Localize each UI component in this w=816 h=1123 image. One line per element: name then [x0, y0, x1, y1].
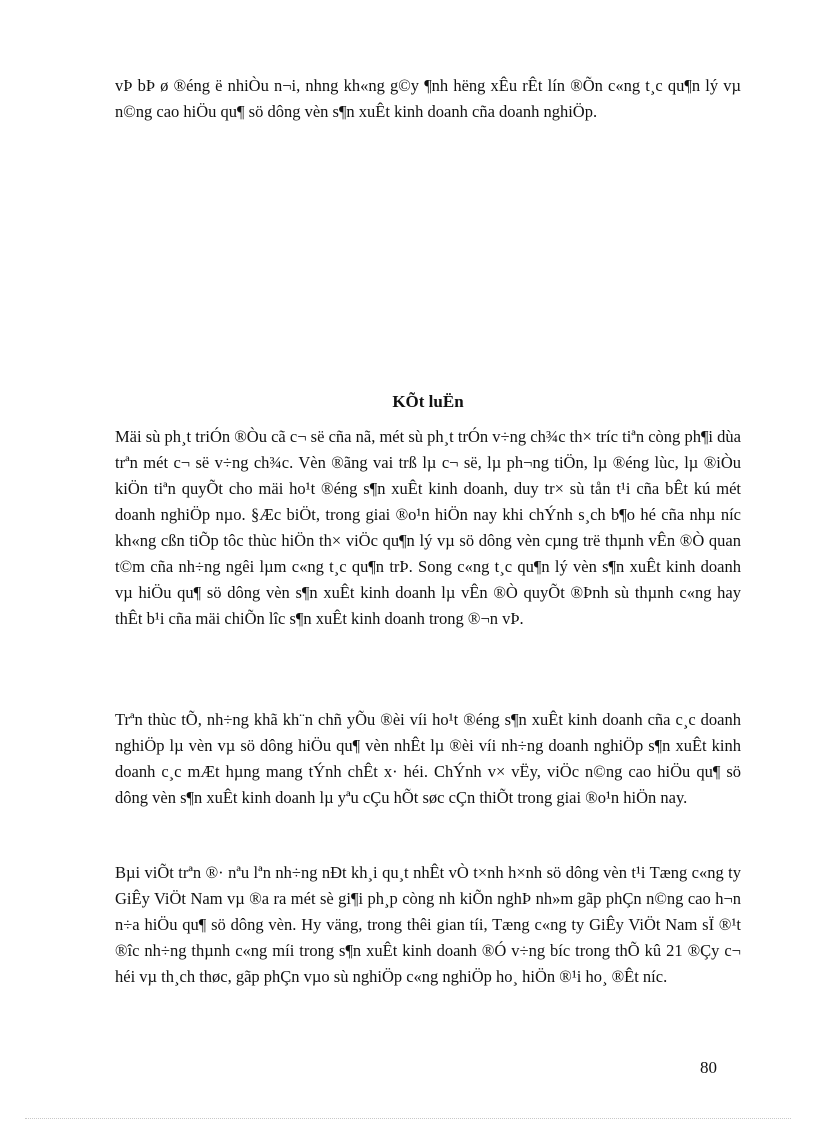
page-number: 80	[700, 1058, 717, 1077]
page-bottom-divider	[25, 1118, 791, 1119]
body-paragraph: Mäi sù ph¸t triÓn ®Òu cã c¬ së cña nã, mét sù ph¸t trÓn v÷ng ch¾c th× tríc tiªn còng ph¶i dùa trªn mét c¬ së v÷ng ch¾c. Vèn ®ãng vai trß lµ c¬ së, lµ ph¬ng tiÖn, lµ ®éng lùc, lµ ®iÒu kiÖn tiªn quyÕt cho mäi ho¹t ®éng s¶n xuÊt kinh doanh, duy tr× sù tån t¹i cña bÊt kú mét doanh nghiÖp nµo. §Æc biÖt, trong giai ®o¹n hiÖn nay khi chÝnh s¸ch b¶o hé cña nhµ níc kh«ng cßn tiÕp tôc thùc hiÖn th× viÖc qu¶n lý vµ sö dông vèn cµng trë thµnh vÊn ®Ò quan t©m cña nh÷ng ngêi lµm c«ng t¸c qu¶n trÞ. Song c«ng t¸c qu¶n lý vèn s¶n xuÊt kinh doanh vµ hiÖu qu¶ sö dông vèn s¶n xuÊt kinh doanh lµ vÊn ®Ò quyÕt ®Þnh sù thµnh c«ng hay thÊt b¹i cña mäi chiÕn lîc s¶n xuÊt kinh doanh trong ®¬n vÞ.	[115, 427, 741, 628]
intro-paragraph: vÞ bÞ ø ®éng ë nhiÒu n¬i, nhng kh«ng g©y ¶nh hëng xÊu rÊt lín ®Õn c«ng t¸c qu¶n lý vµ n©ng cao hiÖu qu¶ sö dông vèn s¶n xuÊt kinh doanh cña doanh nghiÖp.	[115, 76, 741, 121]
body-paragraph: Bµi viÕt trªn ®· nªu lªn nh÷ng nÐt kh¸i qu¸t nhÊt vÒ t×nh h×nh sö dông vèn t¹i Tæng c«ng ty GiÊy ViÖt Nam vµ ®a ra mét sè gi¶i ph¸p còng nh kiÕn nghÞ nh»m gãp phÇn n©ng cao h¬n n÷a hiÖu qu¶ sö dông vèn. Hy väng, trong thêi gian tíi, Tæng c«ng ty GiÊy ViÖt Nam sÏ ®¹t ®îc nh÷ng thµnh c«ng míi trong s¶n xuÊt kinh doanh ®Ó v÷ng bíc trong thÕ kû 21 ®Çy c¬ héi vµ th¸ch thøc, gãp phÇn vµo sù nghiÖp c«ng nghiÖp ho¸ hiÖn ®¹i ho¸ ®Êt níc.	[115, 863, 741, 986]
section-heading: KÕt luËn	[392, 392, 464, 411]
body-paragraph: Trªn thùc tÕ, nh÷ng khã kh¨n chñ yÕu ®èi víi ho¹t ®éng s¶n xuÊt kinh doanh cña c¸c doanh nghiÖp lµ vèn vµ sö dông hiÖu qu¶ vèn nhÊt lµ ®èi víi nh÷ng doanh nghiÖp s¶n xuÊt kinh doanh c¸c mÆt hµng mang tÝnh chÊt x· héi. ChÝnh v× vËy, viÖc n©ng cao hiÖu qu¶ sö dông vèn s¶n xuÊt kinh doanh lµ yªu cÇu hÕt søc cÇn thiÕt trong giai ®o¹n hiÖn nay.	[115, 710, 741, 807]
